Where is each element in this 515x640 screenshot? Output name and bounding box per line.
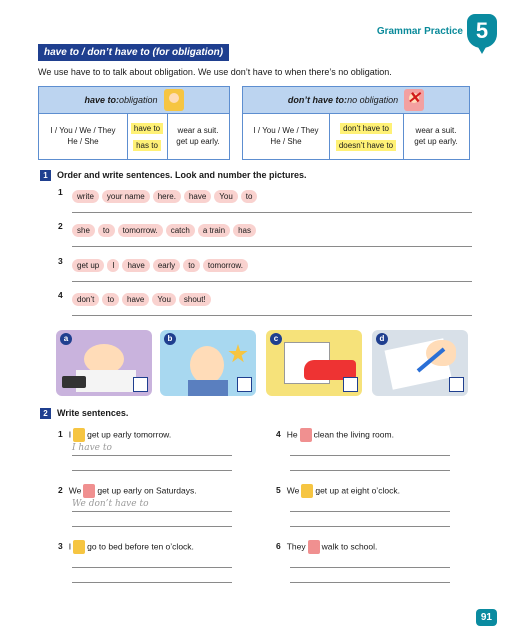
word-chip[interactable]: she	[72, 224, 95, 237]
section-title: have to / don’t have to (for obligation)	[38, 44, 229, 61]
answer-line[interactable]	[290, 470, 450, 471]
exercise2-item	[276, 428, 394, 442]
sentence-subject: They	[286, 541, 306, 552]
intro-text: We use have to to talk about obligation. We use don’t have to when there’s no obligation.	[38, 67, 392, 77]
exercise2-item-number: 3	[58, 541, 63, 552]
exercise1-item-number: 1	[58, 187, 63, 197]
answer-line[interactable]	[72, 212, 472, 213]
no-obligation-face-icon	[83, 484, 95, 498]
word-chip[interactable]: have	[184, 190, 211, 203]
word-chip[interactable]: I	[107, 259, 119, 272]
answer-line[interactable]	[72, 455, 232, 456]
no-obligation-face-icon	[308, 540, 320, 554]
answer-line[interactable]	[72, 511, 232, 512]
exercise1-item-number: 4	[58, 290, 63, 300]
sentence-subject: We	[286, 485, 300, 496]
alarm-clock-icon	[62, 376, 86, 388]
sentence-rest: get up early on Saturdays.	[97, 485, 197, 496]
exercise2-item-number: 1	[58, 429, 63, 440]
answer-line[interactable]	[72, 582, 232, 583]
word-chip[interactable]: You	[214, 190, 238, 203]
header-title: Grammar Practice	[376, 26, 463, 37]
picture-b: b	[160, 330, 256, 396]
picture-b-number-box[interactable]	[237, 377, 252, 392]
obligation-face-icon	[73, 540, 85, 554]
word-chip[interactable]: don’t	[72, 293, 99, 306]
sentence-subject: I	[68, 541, 72, 552]
word-chip[interactable]: to	[98, 224, 115, 237]
answer-line[interactable]	[72, 470, 232, 471]
word-chip[interactable]: to	[183, 259, 200, 272]
subjects-singular: He / She	[67, 137, 99, 146]
answer-line[interactable]	[290, 582, 450, 583]
picture-a-number-box[interactable]	[133, 377, 148, 392]
form-have-to: have to	[131, 123, 163, 134]
exercise2-item-number: 5	[276, 485, 281, 496]
exercise2-item-number: 6	[276, 541, 281, 552]
exercise1-item-number: 3	[58, 256, 63, 266]
word-chip[interactable]: get up	[72, 259, 104, 272]
obligation-face-icon	[301, 484, 313, 498]
exercise2-item	[58, 540, 194, 554]
exercise1-item-number: 2	[58, 221, 63, 231]
example-get-up: get up early.	[414, 137, 458, 146]
exercise2-title: Write sentences.	[57, 408, 129, 418]
subjects-plural: I / You / We / They	[253, 126, 319, 135]
example-wear-suit: wear a suit.	[177, 126, 219, 135]
picture-d-number-box[interactable]	[449, 377, 464, 392]
answer-line[interactable]	[290, 511, 450, 512]
word-chip[interactable]: write	[72, 190, 99, 203]
exercise2-item-number: 4	[276, 429, 281, 440]
sentence-rest: clean the living room.	[313, 429, 394, 440]
exercise2-number: 2	[40, 408, 51, 419]
dont-have-to-heading: don’t have to: no obligation ✕	[243, 87, 469, 114]
word-chip[interactable]: tomorrow.	[203, 259, 248, 272]
exercise1-number: 1	[40, 170, 51, 181]
form-doesnt-have-to: doesn’t have to	[336, 140, 396, 151]
sentence-rest: get up early tomorrow.	[87, 429, 172, 440]
sentence-subject: We	[68, 485, 82, 496]
answer-line[interactable]	[72, 246, 472, 247]
sentence-rest: get up at eight o’clock.	[315, 485, 400, 496]
answer-line[interactable]	[290, 567, 450, 568]
exercise2-item	[276, 540, 377, 554]
word-chip[interactable]: shout!	[179, 293, 211, 306]
form-has-to: has to	[133, 140, 161, 151]
have-to-heading: have to: obligation	[39, 87, 229, 114]
sentence-subject: I	[68, 429, 72, 440]
picture-a: a	[56, 330, 152, 396]
word-chip-row	[72, 220, 259, 238]
subjects-plural: I / You / We / They	[50, 126, 116, 135]
exercise2-item	[58, 484, 197, 498]
example-answer: I have to	[72, 443, 112, 453]
exercise2-item	[58, 428, 171, 442]
answer-line[interactable]	[72, 315, 472, 316]
word-chip[interactable]: catch	[166, 224, 195, 237]
dont-have-to-table	[242, 86, 470, 160]
answer-line[interactable]	[72, 567, 232, 568]
example-wear-suit: wear a suit.	[415, 126, 457, 135]
word-chip-row	[72, 255, 251, 273]
word-chip-row	[72, 186, 260, 204]
subjects-singular: He / She	[270, 137, 302, 146]
word-chip[interactable]: to	[102, 293, 119, 306]
word-chip[interactable]: has	[233, 224, 256, 237]
word-chip[interactable]: tomorrow.	[118, 224, 163, 237]
exercise1-title: Order and write sentences. Look and number the pictures.	[57, 170, 307, 180]
no-obligation-face-icon	[300, 428, 312, 442]
word-chip[interactable]: have	[122, 293, 149, 306]
word-chip-row	[72, 289, 214, 307]
example-answer: We don’t have to	[72, 499, 149, 509]
exercise2-item-number: 2	[58, 485, 63, 496]
word-chip[interactable]: here.	[153, 190, 181, 203]
form-dont-have-to: don’t have to	[340, 123, 392, 134]
example-get-up: get up early.	[176, 137, 220, 146]
exercise2-item	[276, 484, 400, 498]
answer-line[interactable]	[290, 526, 450, 527]
have-to-table	[38, 86, 230, 160]
word-chip[interactable]: have	[122, 259, 149, 272]
word-chip[interactable]: You	[152, 293, 176, 306]
picture-c-number-box[interactable]	[343, 377, 358, 392]
no-obligation-face-icon	[404, 89, 424, 111]
answer-line[interactable]	[290, 455, 450, 456]
picture-d: d	[372, 330, 468, 396]
answer-line[interactable]	[72, 281, 472, 282]
word-chip[interactable]: your name	[102, 190, 150, 203]
shout-burst-icon	[228, 344, 248, 364]
word-chip[interactable]: to	[241, 190, 258, 203]
picture-c: c	[266, 330, 362, 396]
sentence-subject: He	[286, 429, 298, 440]
unit-badge: 5	[467, 14, 497, 48]
page-number: 91	[476, 609, 497, 626]
sentence-rest: go to bed before ten o’clock.	[87, 541, 194, 552]
word-chip[interactable]: early	[153, 259, 180, 272]
word-chip[interactable]: a train	[198, 224, 230, 237]
obligation-face-icon	[73, 428, 85, 442]
answer-line[interactable]	[72, 526, 232, 527]
sentence-rest: walk to school.	[321, 541, 378, 552]
obligation-face-icon	[164, 89, 184, 111]
